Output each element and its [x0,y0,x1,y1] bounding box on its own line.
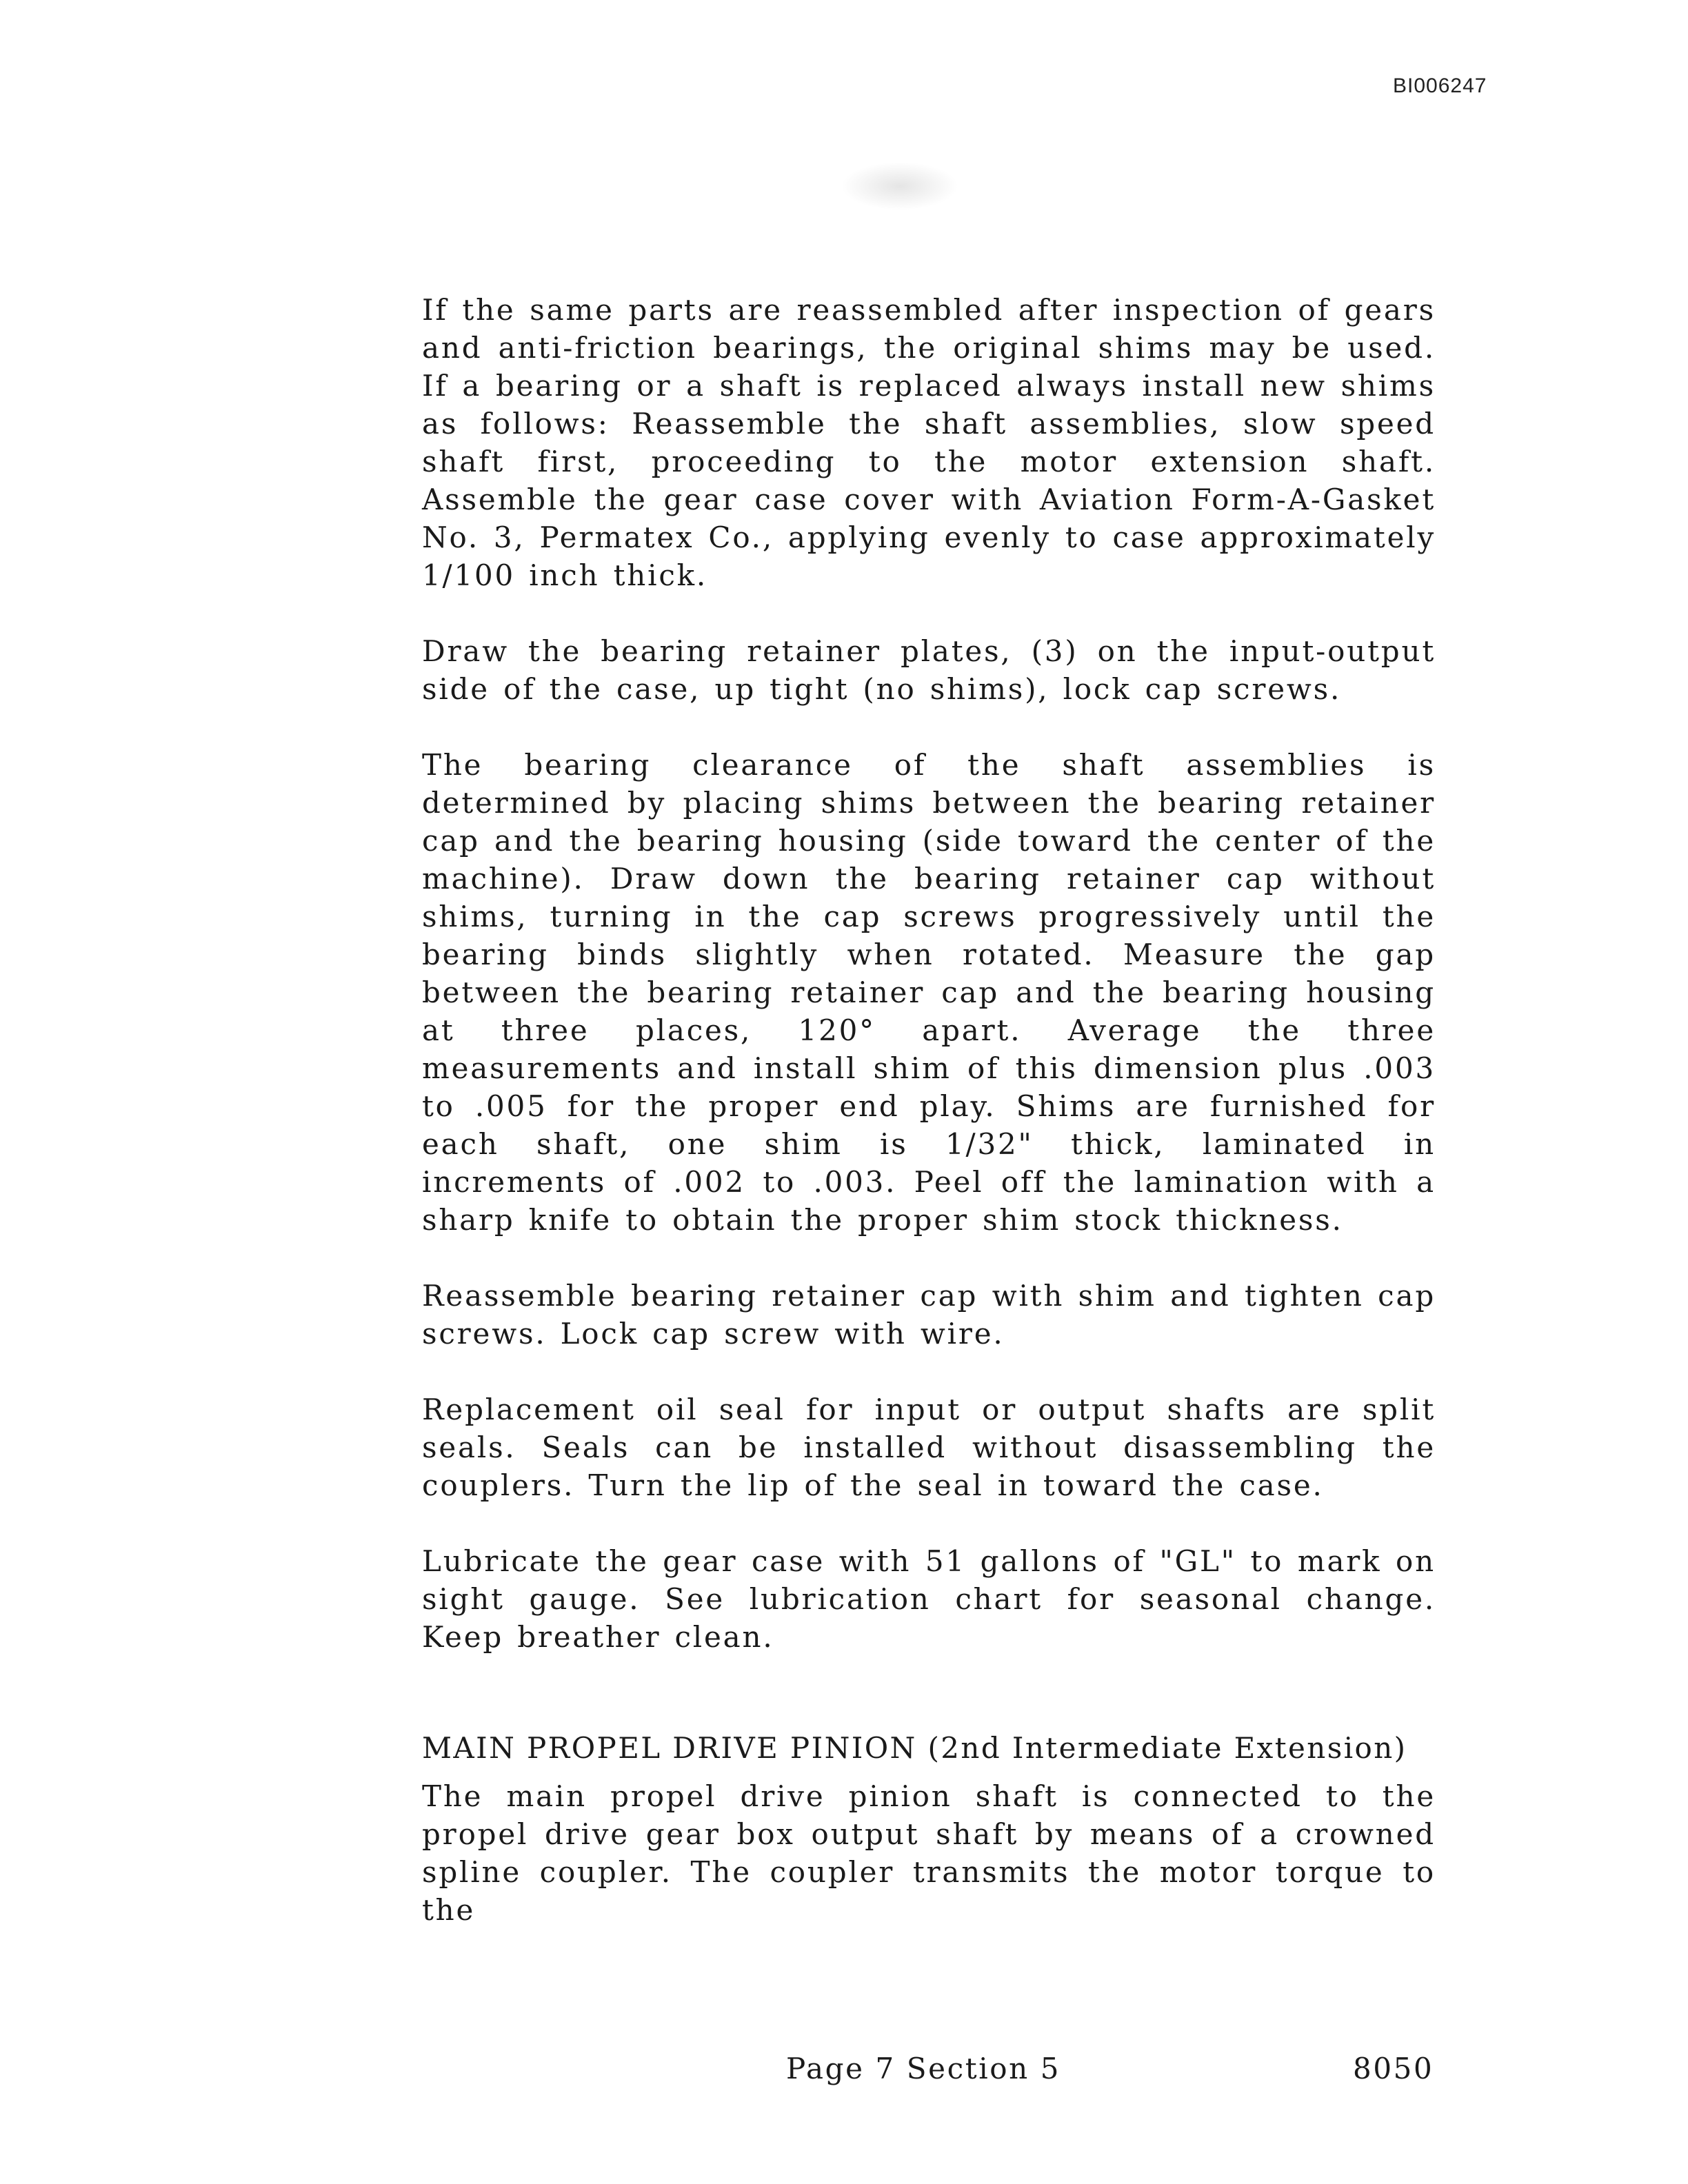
footer-number: 8050 [1353,2052,1434,2085]
paragraph-lubrication: Lubricate the gear case with 51 gallons of "GL" to mark on sight gauge. See lubrication chart for seasonal change. Keep breather clean. [422,1544,1436,1654]
paragraph-shims: If the same parts are reassembled after inspection of gears and anti-friction bearings, the original shims may be used. If a bearing or a shaft is replaced always install new shims as follows: Reassemble the shaft assemblies, slow speed shaft first, proceeding to the motor extension shaft. Assemble the gear case cover with Aviation Form-A-Gasket No. 3, Permatex Co., applying evenly to case approximately 1/100 inch thick. [422,293,1436,592]
section-heading: MAIN PROPEL DRIVE PINION (2nd Intermediate Extension) [422,1731,1407,1765]
footer-page-label: Page 7 Section 5 [786,2052,1061,2085]
document-id: BI006247 [1393,74,1487,97]
paragraph-bearing-clearance: The bearing clearance of the shaft assemblies is determined by placing shims between the bearing retainer cap and the bearing housing (side toward the center of the machine). Draw down the bearing retainer cap without shims, turning in the cap screws progressively until the bearing binds slightly when rotated. Measure the gap between the bearing retainer cap and the bearing housing at three places, 120° apart. Average the three measurements and install shim of this dimension plus .003 to .005 for the proper end play. Shims are furnished for each shaft, one shim is 1/32" thick, laminated in increments of .002 to .003. Peel off the lamination with a sharp knife to obtain the proper shim stock thickness. [422,748,1436,1237]
paragraph-propel-drive: The main propel drive pinion shaft is connected to the propel drive gear box output shaft by means of a crowned spline coupler. The coupler transmits the motor torque to the [422,1779,1436,1927]
scan-smudge [841,162,958,210]
paragraph-retainer-plates: Draw the bearing retainer plates, (3) on the input-output side of the case, up tight (no shims), lock cap screws. [422,634,1436,706]
paragraph-oil-seal: Replacement oil seal for input or output shafts are split seals. Seals can be installed without disassembling the couplers. Turn the lip of the seal in toward the case. [422,1393,1436,1502]
paragraph-reassemble-cap: Reassemble bearing retainer cap with shim and tighten cap screws. Lock cap screw with wire. [422,1279,1436,1351]
